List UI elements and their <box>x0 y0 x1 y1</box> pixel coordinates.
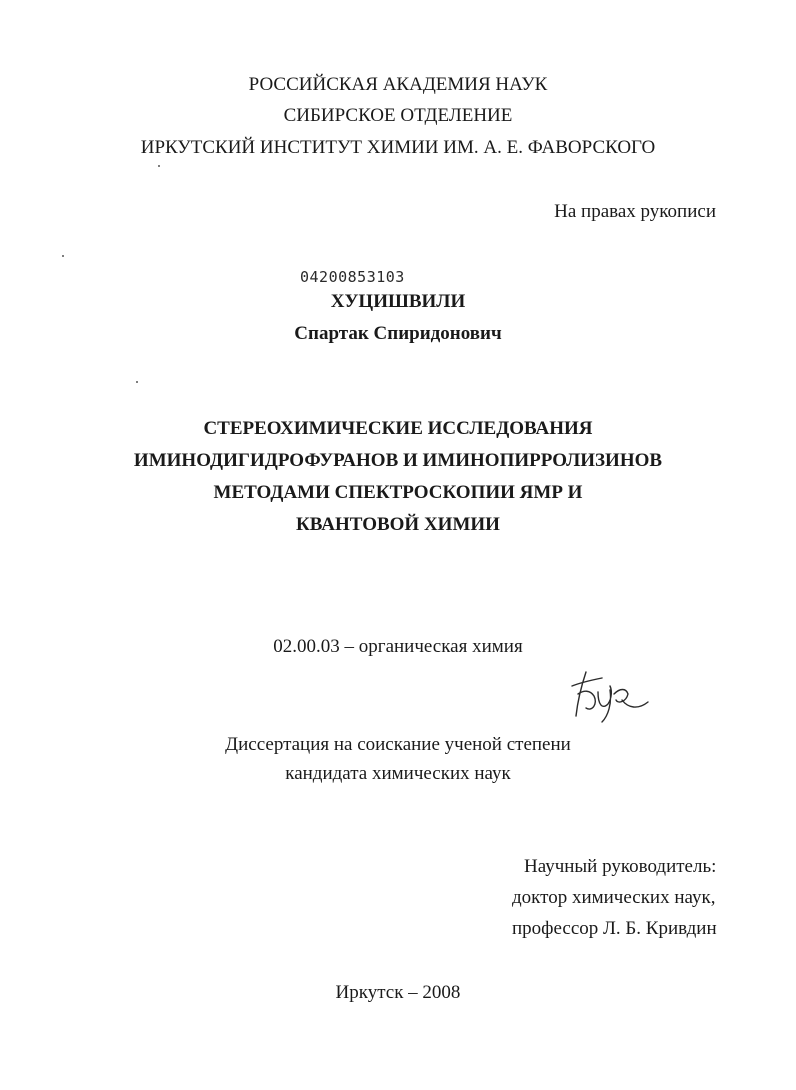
city-year: Иркутск – 2008 <box>335 982 461 1003</box>
institution-line-institute: ИРКУТСКИЙ ИНСТИТУТ ХИМИИ ИМ. А. Е. ФАВОРСКОГО <box>140 137 656 158</box>
handwritten-signature <box>568 664 650 726</box>
rights-note: На правах рукописи <box>554 201 716 222</box>
scan-speck <box>62 255 64 257</box>
institution-line-branch: СИБИРСКОЕ ОТДЕЛЕНИЕ <box>283 105 513 126</box>
author-given-names: Спартак Спиридонович <box>294 323 502 344</box>
degree-line-2: кандидата химических наук <box>285 763 511 784</box>
supervisor-degree: доктор химических наук, <box>512 887 716 908</box>
degree-line-1: Диссертация на соискание ученой степени <box>225 734 571 755</box>
scan-speck <box>158 165 160 167</box>
catalog-number: 04200853103 <box>300 268 405 286</box>
title-line-2: ИМИНОДИГИДРОФУРАНОВ И ИМИНОПИРРОЛИЗИНОВ <box>133 450 663 471</box>
specialty: 02.00.03 – органическая химия <box>273 636 523 657</box>
scan-speck <box>136 381 138 383</box>
supervisor-label: Научный руководитель: <box>524 856 717 877</box>
title-line-1: СТЕРЕОХИМИЧЕСКИЕ ИССЛЕДОВАНИЯ <box>203 418 593 439</box>
author-surname: ХУЦИШВИЛИ <box>330 291 466 312</box>
supervisor-name: профессор Л. Б. Кривдин <box>512 918 717 939</box>
institution-line-academy: РОССИЙСКАЯ АКАДЕМИЯ НАУК <box>248 74 548 95</box>
title-line-3: МЕТОДАМИ СПЕКТРОСКОПИИ ЯМР И <box>213 482 583 503</box>
title-line-4: КВАНТОВОЙ ХИМИИ <box>296 514 500 535</box>
